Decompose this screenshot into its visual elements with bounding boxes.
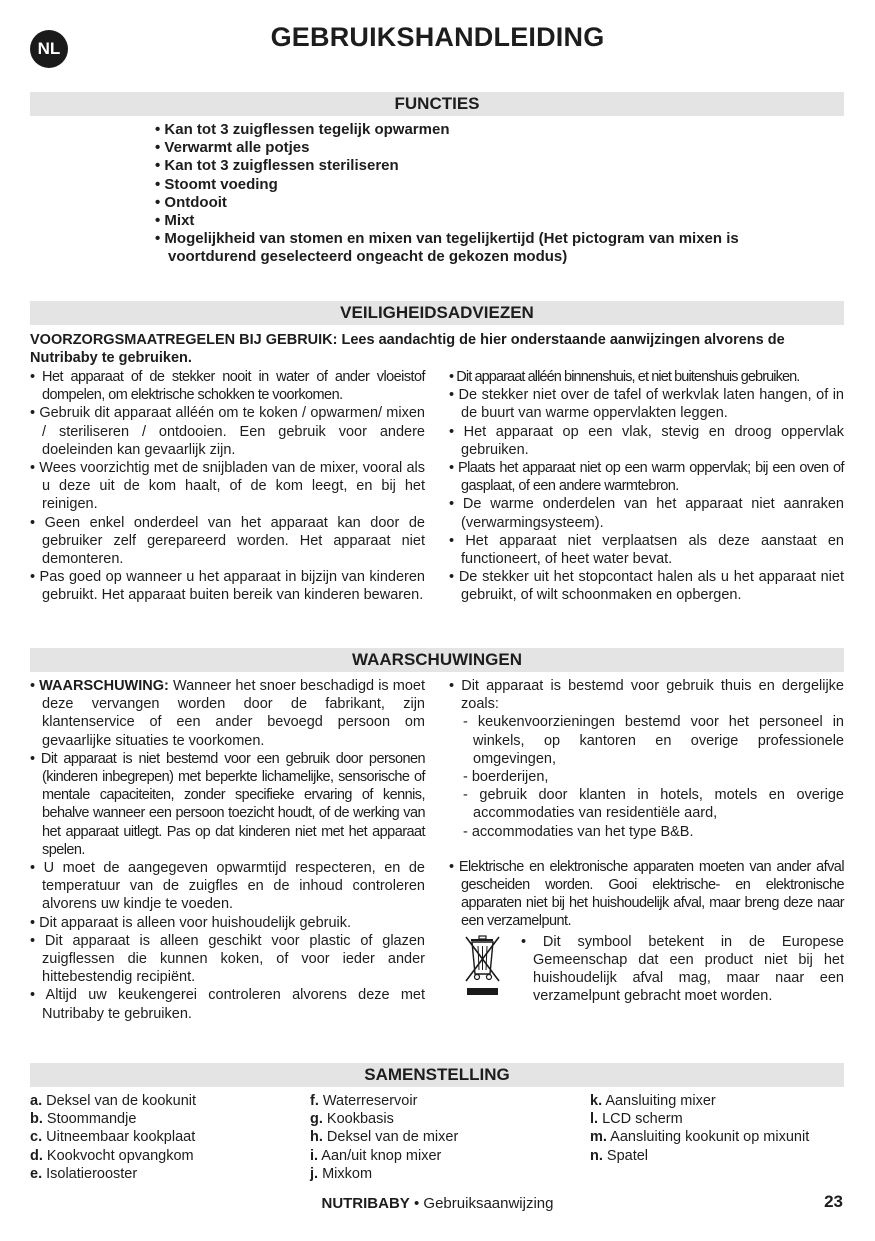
part-key: d. [30, 1147, 43, 1164]
part-label: Mixkom [318, 1165, 373, 1182]
list-item: • De stekker uit het stopcontact halen als u het apparaat niet gebruikt, of wilt schoonmaken en opbergen. [449, 569, 844, 604]
part-item [590, 1128, 860, 1146]
veiligheid-left-column [30, 368, 425, 605]
list-item: • Kan tot 3 zuigflessen steriliseren [155, 157, 399, 175]
list-item: • Geen enkel onderdeel van het apparaat kan door de gebruiker zelf gerepareerd worden. Het apparaat niet demonteren. [30, 514, 425, 568]
part-label: LCD scherm [598, 1111, 683, 1128]
language-badge: NL [30, 30, 68, 68]
part-item [310, 1128, 580, 1146]
part-label: Isolatierooster [42, 1165, 138, 1182]
footer-separator: • [409, 1195, 424, 1212]
list-item: • Het apparaat of de stekker nooit in water of ander vloeistof dompelen, om elektrische schokken te voorkomen. [30, 369, 425, 404]
list-item: • Plaats het apparaat niet op een warm oppervlak; bij een oven of gasplaat, of een andere warmtebron. [449, 460, 844, 495]
part-item [30, 1128, 300, 1146]
list-item: • Stoomt voeding [155, 175, 278, 193]
list-item: • Ontdooit [155, 193, 227, 211]
warning-text: Wanneer het snoer beschadigd is moet deze vervangen worden door de fabrikant, zijn klantenservice of een ander bevoegd persoon om gevaarlijke situaties te voorkomen. [42, 678, 425, 749]
waarschuwingen-right-column [449, 677, 844, 1005]
part-item [310, 1110, 580, 1128]
part-label: Aansluiting kookunit op mixunit [606, 1129, 810, 1146]
parts-column-1 [30, 1092, 300, 1183]
part-item [310, 1165, 580, 1183]
part-item [30, 1110, 300, 1128]
weee-notice [449, 933, 844, 1006]
part-item [310, 1092, 580, 1110]
part-key: j. [310, 1165, 319, 1182]
sub-item: - gebruik door klanten in hotels, motels en overige accommodaties van residentiële aard, [463, 787, 844, 822]
list-item: • Het apparaat op een vlak, stevig en droog oppervlak gebruiken. [449, 423, 844, 458]
parts-column-2 [310, 1092, 580, 1183]
section-heading-functies: FUNCTIES [30, 92, 844, 116]
part-key: c. [30, 1129, 43, 1146]
footer-text: Gebruiksaanwijzing [423, 1195, 554, 1212]
functies-list [155, 121, 795, 267]
part-item [590, 1147, 860, 1165]
part-key: g. [310, 1111, 323, 1128]
veiligheid-intro: VOORZORGSMAATREGELEN BIJ GEBRUIK: Lees aandachtig de hier onderstaande aanwijzingen alvorens de Nutribaby te gebruiken. [30, 332, 785, 366]
part-label: Kookvocht opvangkom [42, 1147, 194, 1164]
list-item: • De stekker niet over de tafel of werkvlak laten hangen, of in de buurt van warme oppervlakten leggen. [449, 387, 844, 422]
part-label: Aan/uit knop mixer [318, 1147, 442, 1164]
list-item: • Dit apparaat is niet bestemd voor een gebruik door personen (kinderen inbegrepen) met beperkte lichamelijke, sensorische of mentale capaciteiten, zonder specifieke ervaring of kennis, behalve wanneer een persoon toezicht houdt, of de werking van het apparaat uitlegt. Pas op dat kinderen niet met het apparaat spelen. [30, 750, 425, 858]
list-item: • U moet de aangegeven opwarmtijd respecteren, en de temperatuur van de zuigfles en de inhoud controleren alvorens uw kindje te voeden. [30, 860, 425, 913]
sub-item: - keukenvoorzieningen bestemd voor het personeel in winkels, op kantoren en overige professionele omgevingen, [463, 714, 844, 767]
parts-column-3 [590, 1092, 860, 1165]
waarschuwingen-left-column [30, 677, 425, 1023]
part-label: Aansluiting mixer [602, 1093, 716, 1109]
part-label: Deksel van de kookunit [42, 1093, 197, 1109]
list-item: • Mogelijkheid van stomen en mixen van tegelijkertijd (Het pictogram van mixen is voortdurend geselecteerd ongeacht de gekozen modus) [155, 230, 739, 266]
part-label: Waterreservoir [318, 1093, 418, 1109]
list-item: • Dit apparaat alléén binnenshuis, et niet buitenshuis gebruiken. [449, 369, 800, 385]
weee-symbol-text: • Dit symbool betekent in de Europese Gemeenschap dat een product niet bij het huishoudelijk afval mag, maar naar een verzamelpunt gebracht moet worden. [521, 933, 844, 1005]
list-item: • Het apparaat niet verplaatsen als deze aanstaat en functioneert, of heet water bevat. [449, 532, 844, 568]
part-key: n. [590, 1147, 603, 1164]
list-item: • Dit apparaat is alleen voor huishoudelijk gebruik. [30, 914, 352, 931]
warning-label: WAARSCHUWING: [39, 678, 169, 694]
part-key: m. [590, 1129, 607, 1146]
list-item: • De warme onderdelen van het apparaat niet aanraken (verwarmingsysteem). [449, 496, 844, 531]
part-key: b. [30, 1111, 43, 1128]
part-item [590, 1092, 860, 1110]
list-item: • Elektrische en elektronische apparaten moeten van ander afval gescheiden worden. Gooi elektrische- en elektronische apparaten niet bij het huishoudelijk afval, maar breng deze naar een verzamelpunt. [449, 858, 844, 930]
part-label: Spatel [602, 1147, 649, 1164]
footer-brand: NUTRIBABY [321, 1195, 410, 1212]
part-key: k. [590, 1093, 603, 1109]
part-key: h. [310, 1129, 323, 1146]
part-label: Uitneembaar kookplaat [42, 1129, 196, 1146]
section-heading-veiligheid: VEILIGHEIDSADVIEZEN [30, 301, 844, 325]
warning-item: • WAARSCHUWING: Wanneer het snoer beschadigd is moet deze vervangen worden door de fabrikant, zijn klantenservice of een ander bevoegd persoon om gevaarlijke situaties te voorkomen. [30, 678, 425, 749]
list-item: • Dit apparaat is bestemd voor gebruik thuis en dergelijke zoals: [449, 678, 844, 713]
part-item [30, 1092, 300, 1110]
page-title: GEBRUIKSHANDLEIDING [270, 22, 605, 52]
part-label: Kookbasis [322, 1111, 394, 1128]
list-item: • Gebruik dit apparaat alléén om te koken / opwarmen/ mixen / steriliseren / ontdooien. Een gebruik voor andere doeleinden kan gevaarlijk zijn. [30, 405, 425, 458]
list-item: • Verwarmt alle potjes [155, 139, 310, 157]
part-item [590, 1110, 860, 1128]
part-key: e. [30, 1165, 43, 1182]
list-item: • Dit apparaat is alleen geschikt voor plastic of glazen zuigflessen die kunnen koken, of voor ieder ander hittebestendig recipiënt. [30, 932, 425, 986]
part-label: Deksel van de mixer [322, 1129, 459, 1146]
part-key: f. [310, 1093, 319, 1109]
section-heading-waarschuwingen: WAARSCHUWINGEN [30, 648, 844, 672]
list-item: • Kan tot 3 zuigflessen tegelijk opwarmen [155, 121, 450, 138]
list-item: • Pas goed op wanneer u het apparaat in bijzijn van kinderen gebruikt. Het apparaat buiten bereik van kinderen bewaren. [30, 569, 425, 604]
crossed-out-bin-icon [461, 933, 505, 999]
page-number: 23 [824, 1192, 843, 1211]
part-item [30, 1165, 300, 1183]
part-key: l. [590, 1111, 599, 1128]
list-item: • Wees voorzichtig met de snijbladen van de mixer, vooral als u deze uit de kom haalt, of de kom leegt, en bij het reinigen. [30, 460, 425, 513]
part-key: i. [310, 1147, 319, 1164]
page-footer [0, 1195, 875, 1212]
veiligheid-right-column [449, 368, 844, 605]
list-item: • Altijd uw keukengerei controleren alvorens deze met Nutribaby te gebruiken. [30, 987, 425, 1022]
sub-item: - accommodaties van het type B&B. [463, 823, 694, 840]
list-item: • Mixt [155, 212, 195, 230]
sub-item: - boerderijen, [463, 769, 549, 786]
part-key: a. [30, 1093, 43, 1109]
part-label: Stoommandje [42, 1111, 137, 1128]
part-item [30, 1147, 300, 1165]
section-heading-samenstelling: SAMENSTELLING [30, 1063, 844, 1087]
part-item [310, 1147, 580, 1165]
